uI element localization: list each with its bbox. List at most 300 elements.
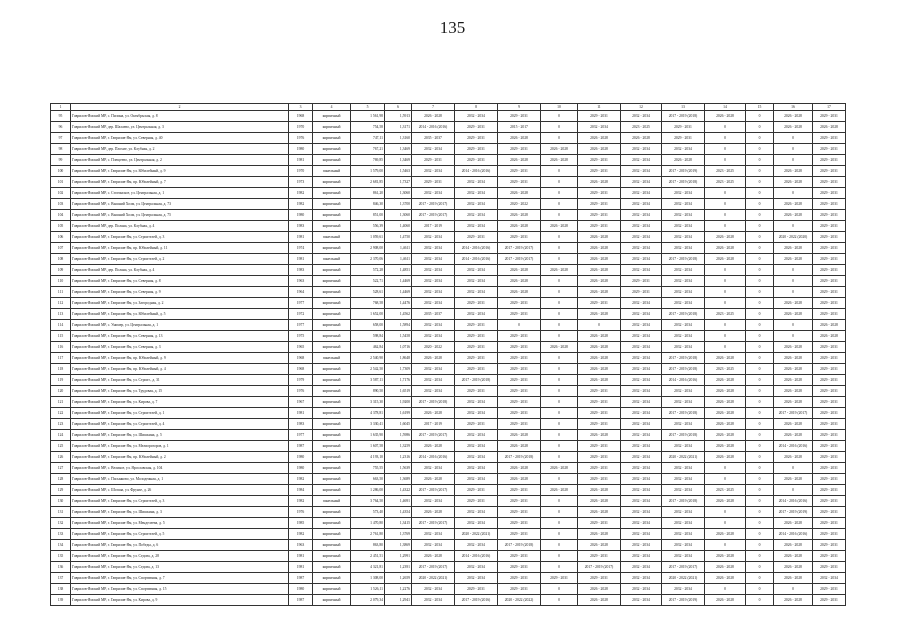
table-cell: 0 [541, 540, 578, 551]
table-cell: 0 [541, 177, 578, 188]
table-cell: 0 [774, 485, 813, 496]
table-cell: 0 [746, 133, 774, 144]
table-cell: 2032 - 2034 [621, 529, 662, 540]
table-cell: 572,28 [351, 265, 385, 276]
table-row [51, 375, 846, 386]
table-cell: 2032 - 2034 [621, 463, 662, 474]
table-cell: 2026 - 2028 [705, 430, 746, 441]
row-number: 134 [51, 540, 71, 551]
table-cell: 2026 - 2028 [578, 584, 621, 595]
table-cell: кирпичный [313, 122, 351, 133]
table-cell: 1,4354 [385, 507, 412, 518]
table-cell: 1,5913 [385, 111, 412, 122]
table-cell: 0 [705, 540, 746, 551]
table-cell: 0 [746, 419, 774, 430]
table-cell: 0 [541, 430, 578, 441]
table-cell: 1,3171 [385, 122, 412, 133]
table-cell: 2029 - 2031 [813, 254, 846, 265]
table-cell: 2017 - 2019 (2018) [412, 397, 455, 408]
address-cell: Гаврилов-Ямский МР, г. Гаврилов-Ям, ул. Северная, д. 3 [71, 342, 289, 353]
table-cell: 2029 - 2031 [498, 419, 541, 430]
table-cell: 0 [774, 133, 813, 144]
table-cell: 3 587,11 [351, 375, 385, 386]
table-cell: 2026 - 2028 [578, 485, 621, 496]
table-cell: 2032 - 2034 [662, 463, 705, 474]
table-cell: 2029 - 2031 [813, 441, 846, 452]
table-cell: 2029 - 2031 [813, 243, 846, 254]
table-cell: 2032 - 2034 [662, 441, 705, 452]
table-row [51, 298, 846, 309]
table-cell: 2032 - 2034 [412, 595, 455, 606]
table-cell: кирпичный [313, 287, 351, 298]
table-cell: 1 526,11 [351, 584, 385, 595]
row-number: 124 [51, 430, 71, 441]
table-cell: кирпичный [313, 595, 351, 606]
table-cell: кирпичный [313, 507, 351, 518]
table-cell: 2032 - 2034 [412, 320, 455, 331]
row-number: 112 [51, 298, 71, 309]
table-cell: 0 [746, 298, 774, 309]
table-cell: 2029 - 2031 [498, 298, 541, 309]
table-cell: 1 607,58 [351, 441, 385, 452]
row-number: 126 [51, 452, 71, 463]
table-cell: 2032 - 2034 [412, 144, 455, 155]
table-cell: 2029 - 2031 [455, 584, 498, 595]
table-row [51, 111, 846, 122]
table-cell: 0 [746, 243, 774, 254]
table-cell: 2026 - 2028 [774, 254, 813, 265]
table-cell: 2014 - 2016 (2016) [455, 166, 498, 177]
table-cell: 2035 - 2037 [412, 309, 455, 320]
table-cell: 2029 - 2031 [455, 133, 498, 144]
table-cell: 2026 - 2028 [498, 430, 541, 441]
address-cell: Гаврилов-Ямский МР, г. Гаврилов-Ям, ул. Кирова, д. 7 [71, 397, 289, 408]
row-number: 107 [51, 243, 71, 254]
table-cell: 0 [746, 386, 774, 397]
table-cell: 2029 - 2031 [578, 188, 621, 199]
table-cell: 2026 - 2028 [498, 463, 541, 474]
table-cell: 2026 - 2028 [498, 265, 541, 276]
table-cell: панельный [313, 353, 351, 364]
row-number: 101 [51, 177, 71, 188]
table-cell: 2032 - 2034 [621, 430, 662, 441]
table-cell: 1,4851 [385, 265, 412, 276]
table-cell: 4 378,81 [351, 408, 385, 419]
table-cell: 2029 - 2031 [813, 342, 846, 353]
table-cell: 2032 - 2034 [412, 529, 455, 540]
table-cell: 2017 - 2019 (2017) [412, 485, 455, 496]
table-cell: 1,9200 [385, 397, 412, 408]
table-cell: 2029 - 2031 [498, 309, 541, 320]
table-cell: 1983 [289, 221, 313, 232]
table-row [51, 584, 846, 595]
column-header-7: 7 [412, 104, 455, 111]
table-cell: 0 [746, 287, 774, 298]
table-cell: 0 [746, 309, 774, 320]
table-cell: 2032 - 2034 [662, 144, 705, 155]
table-cell: 2032 - 2034 [455, 199, 498, 210]
row-number: 98 [51, 144, 71, 155]
table-cell: 2029 - 2031 [455, 386, 498, 397]
table-cell: 2026 - 2028 [541, 463, 578, 474]
table-cell: 2015 - 2017 [498, 122, 541, 133]
table-cell: 2032 - 2034 [455, 441, 498, 452]
table-cell: 2029 - 2031 [455, 298, 498, 309]
table-cell: 2026 - 2028 [498, 133, 541, 144]
table-cell: 2026 - 2028 [498, 276, 541, 287]
address-cell: Гаврилов-Ямский МР, г. Гаврилов-Ям, ул. Северная, д. 8 [71, 276, 289, 287]
table-cell: 2032 - 2034 [621, 551, 662, 562]
table-cell: 0 [541, 353, 578, 364]
table-row [51, 221, 846, 232]
table-cell: 2029 - 2031 [455, 485, 498, 496]
table-cell: 2014 - 2016 (2016) [455, 254, 498, 265]
table-cell: 2029 - 2031 [813, 133, 846, 144]
table-cell: 2026 - 2028 [774, 364, 813, 375]
table-cell: 1,7176 [385, 375, 412, 386]
table-cell: 2014 - 2016 (2016) [662, 375, 705, 386]
table-cell: 1976 [289, 386, 313, 397]
table-cell: 2 370,06 [351, 254, 385, 265]
table-row [51, 463, 846, 474]
table-cell: 2026 - 2028 [705, 254, 746, 265]
table-cell: 2032 - 2034 [662, 342, 705, 353]
table-cell: 754,58 [351, 122, 385, 133]
table-cell: 2032 - 2034 [621, 562, 662, 573]
table-cell: 1985 [289, 518, 313, 529]
table-cell: 598,84 [351, 331, 385, 342]
table-row [51, 166, 846, 177]
row-number: 123 [51, 419, 71, 430]
table-cell: 0 [746, 397, 774, 408]
table-cell: 1,2991 [385, 551, 412, 562]
table-cell: 846,30 [351, 199, 385, 210]
address-cell: Гаврилов-Ямский МР, г. Гаврилов-Ям, ул. Северная, д. 40 [71, 133, 289, 144]
table-cell: 2026 - 2028 [705, 496, 746, 507]
table-cell: 1,3700 [385, 199, 412, 210]
table-cell: 2 681,85 [351, 177, 385, 188]
table-cell: 2029 - 2031 [813, 353, 846, 364]
table-cell: 2032 - 2034 [621, 320, 662, 331]
table-cell: 0 [541, 287, 578, 298]
table-cell: 2026 - 2028 [705, 375, 746, 386]
address-cell: Гаврилов-Ямский МР, г. Гаврилов-Ям, пр. Юбилейный, д. 11 [71, 243, 289, 254]
table-cell: 2032 - 2034 [662, 529, 705, 540]
table-cell: 2029 - 2031 [498, 408, 541, 419]
table-cell: 573,40 [351, 507, 385, 518]
table-cell: 2014 - 2016 (2016) [455, 551, 498, 562]
table-cell: 0 [774, 265, 813, 276]
table-cell: 2029 - 2031 [498, 144, 541, 155]
table-cell: 1964 [289, 287, 313, 298]
table-cell: 2 540,90 [351, 353, 385, 364]
table-cell: 2032 - 2034 [662, 397, 705, 408]
table-cell: 0 [541, 331, 578, 342]
table-cell: 2029 - 2031 [813, 221, 846, 232]
table-cell: 0 [541, 254, 578, 265]
table-cell: кирпичный [313, 529, 351, 540]
table-cell: 2029 - 2031 [498, 342, 541, 353]
table-cell: 2029 - 2031 [813, 562, 846, 573]
table-cell: 0 [541, 243, 578, 254]
table-cell: 2032 - 2034 [621, 166, 662, 177]
table-row [51, 320, 846, 331]
table-cell: 863,80 [351, 540, 385, 551]
table-cell: 2026 - 2028 [774, 452, 813, 463]
table-cell: 0 [541, 276, 578, 287]
table-cell: 1,3060 [385, 210, 412, 221]
table-cell: 3 315,30 [351, 397, 385, 408]
table-cell: 1980 [289, 452, 313, 463]
table-cell: 2017 - 2019 (2019) [662, 595, 705, 606]
table-cell: 2020 - 2022 (2022) [498, 595, 541, 606]
table-row [51, 364, 846, 375]
table-cell: 2014 - 2016 (2016) [774, 496, 813, 507]
column-header-6: 6 [385, 104, 412, 111]
table-cell: кирпичный [313, 584, 351, 595]
table-cell: 2029 - 2031 [813, 144, 846, 155]
table-cell: 2017 - 2019 (2017) [774, 408, 813, 419]
table-cell: 0 [746, 430, 774, 441]
address-cell: Гаврилов-Ямский МР, с. Великое, ул. Ярославская, д. 104 [71, 463, 289, 474]
address-cell: Гаврилов-Ямский МР, с. Плещеево, ул. Центральная, д. 2 [71, 155, 289, 166]
table-cell: 1963 [289, 276, 313, 287]
table-cell: 2032 - 2034 [412, 265, 455, 276]
table-cell: 1974 [289, 243, 313, 254]
table-cell: 2032 - 2034 [412, 386, 455, 397]
table-cell: 2032 - 2034 [412, 298, 455, 309]
address-cell: Гаврилов-Ямский МР, г. Гаврилов-Ям, ул. Строителей, д. 1 [71, 408, 289, 419]
table-row [51, 419, 846, 430]
table-cell: 2020 - 2022 [412, 342, 455, 353]
table-cell: кирпичный [313, 155, 351, 166]
table-cell: 2017 - 2019 (2017) [662, 562, 705, 573]
table-cell: 2026 - 2028 [578, 144, 621, 155]
table-cell: 0 [705, 518, 746, 529]
table-row [51, 232, 846, 243]
address-cell: Гаврилов-Ямский МР, г. Гаврилов-Ям, ул. Юбилейный, д. 5 [71, 309, 289, 320]
table-cell: 1,0716 [385, 342, 412, 353]
table-cell: 2029 - 2031 [578, 419, 621, 430]
table-cell: 2032 - 2034 [621, 232, 662, 243]
row-number: 129 [51, 485, 71, 496]
table-cell: 2029 - 2031 [813, 232, 846, 243]
table-cell: 1,5894 [385, 320, 412, 331]
table-cell: 2026 - 2028 [578, 309, 621, 320]
table-cell: 1977 [289, 298, 313, 309]
table-cell: 2026 - 2028 [774, 199, 813, 210]
row-number: 102 [51, 188, 71, 199]
table-cell: 2032 - 2034 [578, 122, 621, 133]
table-cell: 2029 - 2031 [813, 518, 846, 529]
table-cell: кирпичный [313, 298, 351, 309]
table-cell: 658,00 [351, 320, 385, 331]
table-cell: 2026 - 2028 [412, 111, 455, 122]
table-cell: 2032 - 2034 [621, 210, 662, 221]
table-cell: 2029 - 2031 [498, 331, 541, 342]
table-row [51, 441, 846, 452]
table-cell: 2029 - 2031 [813, 298, 846, 309]
table-cell: 2032 - 2034 [662, 584, 705, 595]
address-cell: Гаврилов-Ямский МР, г. Гаврилов-Ям, ул. Северная, д. 13 [71, 331, 289, 342]
table-cell: 0 [705, 331, 746, 342]
table-cell: 2017 - 2019 (2018) [455, 375, 498, 386]
table-cell: 2026 - 2028 [578, 342, 621, 353]
table-row [51, 177, 846, 188]
table-cell: 2032 - 2034 [621, 364, 662, 375]
table-row [51, 353, 846, 364]
table-cell: 2020 - 2022 (2020) [774, 232, 813, 243]
table-cell: 2032 - 2034 [455, 507, 498, 518]
table-cell: 2032 - 2034 [621, 155, 662, 166]
table-cell: 1982 [289, 496, 313, 507]
table-cell: 1982 [289, 188, 313, 199]
table-cell: 2026 - 2028 [498, 210, 541, 221]
table-cell: кирпичный [313, 408, 351, 419]
table-cell: 2032 - 2034 [455, 397, 498, 408]
table-cell: 1,2659 [385, 573, 412, 584]
table-cell: 2029 - 2031 [498, 573, 541, 584]
table-cell: 2032 - 2034 [621, 540, 662, 551]
table-cell: 0 [746, 573, 774, 584]
table-cell: 2026 - 2028 [541, 342, 578, 353]
table-cell: 0 [774, 463, 813, 474]
address-cell: Гаврилов-Ямский МР, г. Гаврилов-Ям, пр. Юбилейный, д. 7 [71, 177, 289, 188]
table-cell: 2029 - 2031 [578, 221, 621, 232]
column-header-16: 16 [774, 104, 813, 111]
table-cell: 2032 - 2034 [621, 419, 662, 430]
table-cell: 2029 - 2031 [578, 518, 621, 529]
table-cell: 0 [541, 441, 578, 452]
table-cell: 1 635,90 [351, 430, 385, 441]
table-cell: 1,4469 [385, 287, 412, 298]
table-cell: 2032 - 2034 [662, 386, 705, 397]
table-cell: 0 [541, 474, 578, 485]
table-cell: 2026 - 2028 [774, 386, 813, 397]
table-row [51, 188, 846, 199]
table-cell: 0 [705, 298, 746, 309]
table-body [51, 111, 846, 606]
table-cell: 2032 - 2034 [412, 331, 455, 342]
table-cell: 2026 - 2028 [578, 529, 621, 540]
table-cell: 2032 - 2034 [621, 485, 662, 496]
table-cell: кирпичный [313, 243, 351, 254]
table-cell: 0 [746, 408, 774, 419]
table-cell: 2026 - 2028 [705, 353, 746, 364]
table-cell: 0 [705, 144, 746, 155]
table-cell: 2029 - 2031 [578, 155, 621, 166]
table-cell: 2026 - 2028 [498, 188, 541, 199]
table-cell: 2029 - 2031 [621, 287, 662, 298]
table-cell: кирпичный [313, 177, 351, 188]
table-cell: 1968 [289, 364, 313, 375]
table-cell: кирпичный [313, 210, 351, 221]
table-cell: 2029 - 2031 [498, 364, 541, 375]
table-cell: 767,21 [351, 144, 385, 155]
table-cell: 0 [541, 133, 578, 144]
row-number: 133 [51, 529, 71, 540]
table-cell: 1976 [289, 133, 313, 144]
table-cell: 0 [746, 342, 774, 353]
address-cell: Гаврилов-Ямский МР, г. Гаврилов-Ям, пр. Юбилейный, д. 4 [71, 364, 289, 375]
table-row [51, 331, 846, 342]
column-header-12: 12 [621, 104, 662, 111]
table-cell: 2032 - 2034 [412, 540, 455, 551]
table-cell: 2026 - 2028 [705, 441, 746, 452]
table-cell: 0 [746, 496, 774, 507]
table-cell: 2026 - 2028 [662, 155, 705, 166]
table-cell: 2032 - 2034 [621, 199, 662, 210]
table-cell: 861,20 [351, 188, 385, 199]
table-cell: 2029 - 2031 [578, 386, 621, 397]
table-row [51, 573, 846, 584]
table-cell: 1963 [289, 540, 313, 551]
table-cell: 2026 - 2028 [774, 474, 813, 485]
table-cell: 1,2391 [385, 562, 412, 573]
table-cell: 2026 - 2028 [578, 540, 621, 551]
table-cell: 1 470,80 [351, 518, 385, 529]
table-cell: 1977 [289, 430, 313, 441]
table-cell: 2032 - 2034 [662, 485, 705, 496]
address-cell: Гаврилов-Ямский МР, г. Гаврилов-Ям, ул. Строителей, д. 3 [71, 232, 289, 243]
table-row [51, 287, 846, 298]
table-cell: 2032 - 2034 [662, 287, 705, 298]
table-cell: кирпичный [313, 309, 351, 320]
table-cell: 663,50 [351, 474, 385, 485]
table-row [51, 529, 846, 540]
table-cell: 1,3769 [385, 529, 412, 540]
table-row [51, 243, 846, 254]
table-cell: 2032 - 2034 [412, 375, 455, 386]
table-cell: 2023 - 2025 [621, 122, 662, 133]
table-cell: кирпичный [313, 199, 351, 210]
row-number: 95 [51, 111, 71, 122]
table-cell: 0 [705, 265, 746, 276]
table-cell: 1,4469 [385, 276, 412, 287]
table-cell: 2032 - 2034 [412, 254, 455, 265]
table-cell: 0 [746, 254, 774, 265]
table-cell: кирпичный [313, 474, 351, 485]
table-cell: 0 [746, 210, 774, 221]
table-cell: 2026 - 2028 [578, 265, 621, 276]
table-cell: 1981 [289, 232, 313, 243]
table-cell: кирпичный [313, 452, 351, 463]
table-cell: 2032 - 2034 [621, 375, 662, 386]
table-cell: 0 [746, 144, 774, 155]
row-number: 131 [51, 507, 71, 518]
table-cell: 2026 - 2028 [541, 485, 578, 496]
table-cell: 747,11 [351, 133, 385, 144]
column-header-13: 13 [662, 104, 705, 111]
table-cell: 2032 - 2034 [455, 287, 498, 298]
table-cell: 2026 - 2028 [578, 276, 621, 287]
table-cell: кирпичный [313, 331, 351, 342]
table-cell: 1,4562 [385, 309, 412, 320]
table-cell: 2029 - 2031 [498, 111, 541, 122]
table-cell: 2032 - 2034 [455, 309, 498, 320]
table-cell: 2029 - 2031 [578, 452, 621, 463]
table-cell: 1,3060 [385, 188, 412, 199]
table-cell: 0 [774, 287, 813, 298]
table-cell: 2026 - 2028 [813, 122, 846, 133]
table-row [51, 144, 846, 155]
table-cell: 1,6199 [385, 408, 412, 419]
table-cell: 2029 - 2031 [578, 210, 621, 221]
table-cell: 2032 - 2034 [412, 584, 455, 595]
table-cell: 0 [541, 232, 578, 243]
table-cell: 1987 [289, 595, 313, 606]
table-cell: 0 [746, 452, 774, 463]
